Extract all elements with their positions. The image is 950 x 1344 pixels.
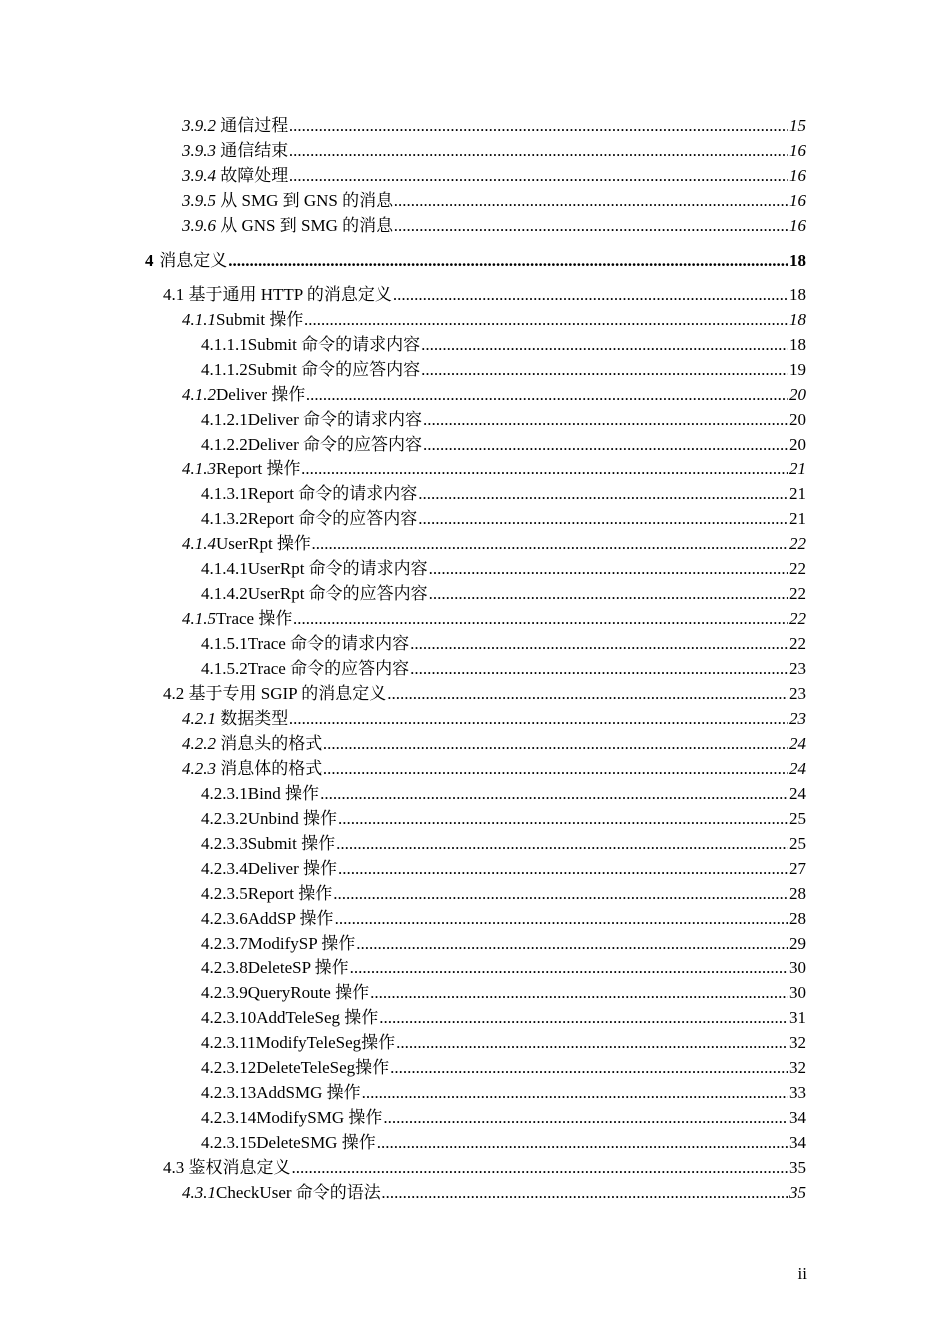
toc-entry[interactable] xyxy=(201,1107,806,1129)
toc-entry-number: 3.9.3 xyxy=(182,140,216,160)
toc-leader-dots xyxy=(418,508,788,530)
toc-entry-page: 35 xyxy=(789,1183,806,1202)
toc-entry[interactable] xyxy=(182,165,806,187)
toc-entry[interactable] xyxy=(182,190,806,212)
toc-entry[interactable] xyxy=(201,833,806,855)
toc-leader-dots xyxy=(410,633,788,655)
toc-entry[interactable] xyxy=(182,215,806,237)
toc-entry-page: 23 xyxy=(789,684,806,703)
toc-entry-number: 4.2.3.11 xyxy=(201,1033,256,1053)
toc-entry-number: 4.2.3.3 xyxy=(201,833,248,853)
toc-entry[interactable] xyxy=(201,633,806,655)
toc-leader-dots xyxy=(370,982,788,1004)
toc-entry-number: 4.2.3.4 xyxy=(201,858,248,878)
toc-entry-title: Submit 操作 xyxy=(247,833,336,853)
toc-entry[interactable] xyxy=(201,783,806,805)
toc-entry-page: 22 xyxy=(789,634,806,654)
toc-entry-title: Submit 命令的应答内容 xyxy=(247,359,421,379)
toc-entry-page: 32 xyxy=(789,1033,806,1053)
toc-entry[interactable] xyxy=(201,808,806,830)
toc-entry-number: 4.2.3.8 xyxy=(201,958,248,978)
toc-entry-number: 4.2.1 xyxy=(182,708,216,728)
toc-leader-dots xyxy=(338,858,788,880)
toc-entry-page: 18 xyxy=(789,284,806,304)
toc-leader-dots xyxy=(383,1107,788,1129)
toc-entry-page: 21 xyxy=(789,484,806,504)
toc-entry-title: Report 操作 xyxy=(247,883,333,903)
toc-entry-page: 25 xyxy=(789,833,806,853)
toc-entry-title: 鉴权消息定义 xyxy=(184,1158,291,1178)
toc-leader-dots xyxy=(302,458,788,480)
toc-entry-title: Trace 操作 xyxy=(216,609,293,629)
toc-leader-dots xyxy=(228,250,788,272)
toc-leader-dots xyxy=(396,1032,788,1054)
toc-entry-page: 22 xyxy=(789,584,806,604)
toc-entry-number: 4.1.4.1 xyxy=(201,559,248,579)
toc-leader-dots xyxy=(418,483,788,505)
toc-entry-number: 4.2.3.1 xyxy=(201,783,248,803)
toc-entry-number: 4.2.3.6 xyxy=(201,908,248,928)
toc-entry-page: 18 xyxy=(789,250,806,270)
toc-entry[interactable] xyxy=(182,115,806,137)
toc-entry-title: 通信结束 xyxy=(216,140,289,160)
toc-entry-number: 4.2.3 xyxy=(182,758,216,778)
toc-leader-dots xyxy=(429,558,788,580)
toc-entry-page: 30 xyxy=(789,983,806,1003)
toc-entry-page: 20 xyxy=(789,384,806,404)
toc-entry[interactable] xyxy=(201,434,806,456)
toc-entry-page: 28 xyxy=(789,908,806,928)
toc-leader-dots xyxy=(382,1182,788,1204)
toc-entry-number: 4.1.2.2 xyxy=(201,434,248,454)
toc-entry-page: 30 xyxy=(789,958,806,978)
toc-entry-page: 18 xyxy=(789,309,806,329)
toc-leader-dots xyxy=(293,608,788,630)
toc-leader-dots xyxy=(312,533,788,555)
toc-entry[interactable] xyxy=(201,508,806,530)
toc-entry-title: QueryRoute 操作 xyxy=(247,983,370,1003)
toc-entry[interactable] xyxy=(163,284,806,306)
toc-entry-number: 4.2.3.14 xyxy=(201,1108,257,1128)
toc-entry-number: 4.2.3.13 xyxy=(201,1083,257,1103)
toc-entry-page: 28 xyxy=(789,883,806,903)
toc-entry-title: Report 命令的应答内容 xyxy=(247,509,418,529)
toc-leader-dots xyxy=(323,758,788,780)
toc-entry-title: Deliver 命令的请求内容 xyxy=(247,409,422,429)
toc-entry[interactable] xyxy=(201,908,806,930)
toc-entry-title: 从 GNS 到 SMG 的消息 xyxy=(216,215,394,235)
toc-entry-title: Deliver 操作 xyxy=(216,384,306,404)
toc-entry-number: 4.3 xyxy=(163,1158,185,1178)
toc-entry-page: 18 xyxy=(789,334,806,354)
toc-entry-page: 19 xyxy=(789,359,806,379)
toc-entry-title: 消息定义 xyxy=(159,250,228,270)
toc-entry-number: 4.2.3.2 xyxy=(201,808,248,828)
toc-entry-title: 消息体的格式 xyxy=(216,758,323,778)
toc-entry-page: 20 xyxy=(789,434,806,454)
toc-leader-dots xyxy=(362,1082,788,1104)
toc-entry-page: 25 xyxy=(789,808,806,828)
toc-entry-title: DeleteSP 操作 xyxy=(247,958,349,978)
toc-leader-dots xyxy=(393,284,788,306)
toc-entry[interactable] xyxy=(201,982,806,1004)
toc-entry-page: 23 xyxy=(789,659,806,679)
toc-leader-dots xyxy=(320,783,788,805)
toc-entry-title: Trace 命令的请求内容 xyxy=(247,634,410,654)
toc-entry-number: 4.2.3.7 xyxy=(201,933,248,953)
toc-entry-number: 4.1.5.2 xyxy=(201,659,248,679)
toc-entry-page: 27 xyxy=(789,858,806,878)
toc-entry[interactable] xyxy=(182,140,806,162)
toc-entry[interactable] xyxy=(182,458,806,480)
toc-entry-title: UserRpt 命令的应答内容 xyxy=(247,584,428,604)
toc-leader-dots xyxy=(289,140,788,162)
toc-leader-dots xyxy=(423,409,788,431)
toc-entry-page: 22 xyxy=(789,609,806,629)
toc-entry-title: AddTeleSeg 操作 xyxy=(256,1008,379,1028)
toc-entry-title: UserRpt 命令的请求内容 xyxy=(247,559,428,579)
toc-entry-page: 34 xyxy=(789,1108,806,1128)
toc-entry-number: 4.1.2.1 xyxy=(201,409,248,429)
toc-leader-dots xyxy=(323,733,788,755)
toc-entry-page: 21 xyxy=(789,509,806,529)
toc-entry-page: 16 xyxy=(789,165,806,185)
toc-entry[interactable] xyxy=(201,883,806,905)
toc-entry-page: 24 xyxy=(789,733,806,753)
toc-leader-dots xyxy=(336,833,788,855)
toc-leader-dots xyxy=(304,309,788,331)
toc-entry-page: 35 xyxy=(789,1158,806,1178)
toc-entry-number: 4.1.3.1 xyxy=(201,484,248,504)
toc-entry-number: 4 xyxy=(145,250,154,270)
toc-entry-title: 从 SMG 到 GNS 的消息 xyxy=(216,190,394,210)
page-number: ii xyxy=(797,1264,807,1283)
toc-entry-title: AddSMG 操作 xyxy=(256,1083,361,1103)
toc-leader-dots xyxy=(394,215,788,237)
toc-entry-number: 4.1.2 xyxy=(182,384,216,404)
toc-entry[interactable] xyxy=(201,334,806,356)
toc-entry[interactable] xyxy=(201,359,806,381)
toc-entry-number: 4.2.3.12 xyxy=(201,1058,257,1078)
toc-entry-title: Deliver 操作 xyxy=(247,858,337,878)
toc-entry[interactable] xyxy=(201,1132,806,1154)
toc-entry-title: AddSP 操作 xyxy=(247,908,334,928)
toc-entry[interactable] xyxy=(163,683,806,705)
toc-entry-number: 4.2 xyxy=(163,684,185,703)
toc-entry-title: Report 操作 xyxy=(216,459,301,479)
toc-leader-dots xyxy=(421,359,788,381)
toc-entry-number: 4.2.2 xyxy=(182,733,216,753)
toc-leader-dots xyxy=(338,808,788,830)
toc-entry-title: ModifySMG 操作 xyxy=(256,1108,383,1128)
toc-entry-title: Deliver 命令的应答内容 xyxy=(247,434,422,454)
toc-entry-title: 数据类型 xyxy=(216,708,289,728)
toc-entry[interactable] xyxy=(201,1032,806,1054)
toc-entry-number: 4.1.1.1 xyxy=(201,334,248,354)
toc-entry-page: 16 xyxy=(789,215,806,235)
toc-entry-title: Unbind 操作 xyxy=(247,808,337,828)
toc-entry-page: 24 xyxy=(789,783,806,803)
toc-leader-dots xyxy=(410,658,788,680)
toc-entry[interactable] xyxy=(163,1157,806,1179)
toc-leader-dots xyxy=(356,933,788,955)
toc-entry[interactable] xyxy=(182,309,806,331)
toc-leader-dots xyxy=(387,683,788,705)
toc-entry[interactable] xyxy=(182,384,806,406)
toc-entry[interactable] xyxy=(201,558,806,580)
toc-entry-title: 基于通用 HTTP 的消息定义 xyxy=(184,284,392,304)
toc-entry[interactable] xyxy=(201,1007,806,1029)
toc-entry-page: 31 xyxy=(789,1008,806,1028)
toc-entry[interactable] xyxy=(201,933,806,955)
toc-entry-number: 3.9.2 xyxy=(182,116,216,135)
toc-entry-number: 4.1.5.1 xyxy=(201,634,248,654)
toc-entry-number: 4.2.3.5 xyxy=(201,883,248,903)
toc-entry[interactable] xyxy=(182,608,806,630)
toc-entry-page: 22 xyxy=(789,534,806,554)
toc-entry-page: 24 xyxy=(789,758,806,778)
toc-entry[interactable] xyxy=(201,483,806,505)
toc-entry[interactable] xyxy=(201,858,806,880)
toc-leader-dots xyxy=(350,957,788,979)
toc-entry-page: 20 xyxy=(789,409,806,429)
toc-leader-dots xyxy=(390,1057,788,1079)
toc-leader-dots xyxy=(289,708,788,730)
toc-entry[interactable] xyxy=(182,708,806,730)
toc-entry-title: Trace 命令的应答内容 xyxy=(247,659,410,679)
toc-entry[interactable] xyxy=(182,1182,806,1204)
toc-entry[interactable] xyxy=(182,533,806,555)
toc-entry-title: UserRpt 操作 xyxy=(216,534,311,554)
toc-entry-page: 22 xyxy=(789,559,806,579)
toc-entry-title: CheckUser 命令的语法 xyxy=(216,1183,381,1202)
toc-entry-page: 16 xyxy=(789,190,806,210)
toc-leader-dots xyxy=(289,165,788,187)
toc-entry-number: 4.1 xyxy=(163,284,185,304)
toc-entry-number: 3.9.4 xyxy=(182,165,216,185)
toc-entry-title: DeleteSMG 操作 xyxy=(256,1133,376,1153)
toc-entry-title: Bind 操作 xyxy=(247,783,320,803)
toc-entry[interactable] xyxy=(201,1082,806,1104)
toc-entry-page: 21 xyxy=(789,459,806,479)
toc-entry-number: 4.2.3.15 xyxy=(201,1133,257,1153)
toc-entry-title: Submit 命令的请求内容 xyxy=(247,334,421,354)
toc-entry-number: 4.2.3.9 xyxy=(201,983,248,1003)
toc-entry-number: 4.1.4.2 xyxy=(201,584,248,604)
toc-entry[interactable] xyxy=(201,583,806,605)
toc-entry[interactable] xyxy=(201,409,806,431)
toc-entry-title: 基于专用 SGIP 的消息定义 xyxy=(184,684,387,703)
toc-leader-dots xyxy=(423,434,788,456)
toc-entry[interactable] xyxy=(182,758,806,780)
toc-entry[interactable] xyxy=(201,658,806,680)
toc-entry-number: 4.1.5 xyxy=(182,609,216,629)
toc-entry[interactable] xyxy=(145,250,806,272)
toc-entry-title: Submit 操作 xyxy=(216,309,304,329)
toc-entry-number: 4.1.1 xyxy=(182,309,216,329)
toc-entry-page: 15 xyxy=(789,116,806,135)
toc-leader-dots xyxy=(379,1007,788,1029)
toc-leader-dots xyxy=(335,908,788,930)
toc-entry[interactable] xyxy=(182,733,806,755)
toc-entry-page: 23 xyxy=(789,708,806,728)
toc-entry-number: 4.1.1.2 xyxy=(201,359,248,379)
toc-entry-number: 3.9.5 xyxy=(182,190,216,210)
toc-entry-page: 32 xyxy=(789,1058,806,1078)
toc-leader-dots xyxy=(421,334,788,356)
toc-entry-title: ModifyTeleSeg操作 xyxy=(255,1033,396,1053)
toc-entry-page: 33 xyxy=(789,1083,806,1103)
toc-entry-number: 4.1.4 xyxy=(182,534,216,554)
toc-entry-title: DeleteTeleSeg操作 xyxy=(256,1058,390,1078)
toc-entry[interactable] xyxy=(201,957,806,979)
toc-entry-number: 3.9.6 xyxy=(182,215,216,235)
toc-entry-title: ModifySP 操作 xyxy=(247,933,356,953)
toc-entry-title: Report 命令的请求内容 xyxy=(247,484,418,504)
toc-entry-title: 故障处理 xyxy=(216,165,289,185)
toc-leader-dots xyxy=(333,883,788,905)
toc-entry-number: 4.1.3.2 xyxy=(201,509,248,529)
toc-entry-title: 消息头的格式 xyxy=(216,733,323,753)
toc-leader-dots xyxy=(292,1157,789,1179)
toc-entry-number: 4.2.3.10 xyxy=(201,1008,257,1028)
toc-leader-dots xyxy=(377,1132,788,1154)
toc-leader-dots xyxy=(306,384,788,406)
toc-entry-title: 通信过程 xyxy=(216,116,289,135)
toc-entry-page: 34 xyxy=(789,1133,806,1153)
toc-entry[interactable] xyxy=(201,1057,806,1079)
toc-leader-dots xyxy=(429,583,788,605)
toc-entry-page: 16 xyxy=(789,140,806,160)
toc-entry-number: 4.1.3 xyxy=(182,459,216,479)
toc-leader-dots xyxy=(289,115,788,137)
toc-entry-page: 29 xyxy=(789,933,806,953)
toc-entry-number: 4.3.1 xyxy=(182,1183,216,1202)
toc-leader-dots xyxy=(394,190,788,212)
